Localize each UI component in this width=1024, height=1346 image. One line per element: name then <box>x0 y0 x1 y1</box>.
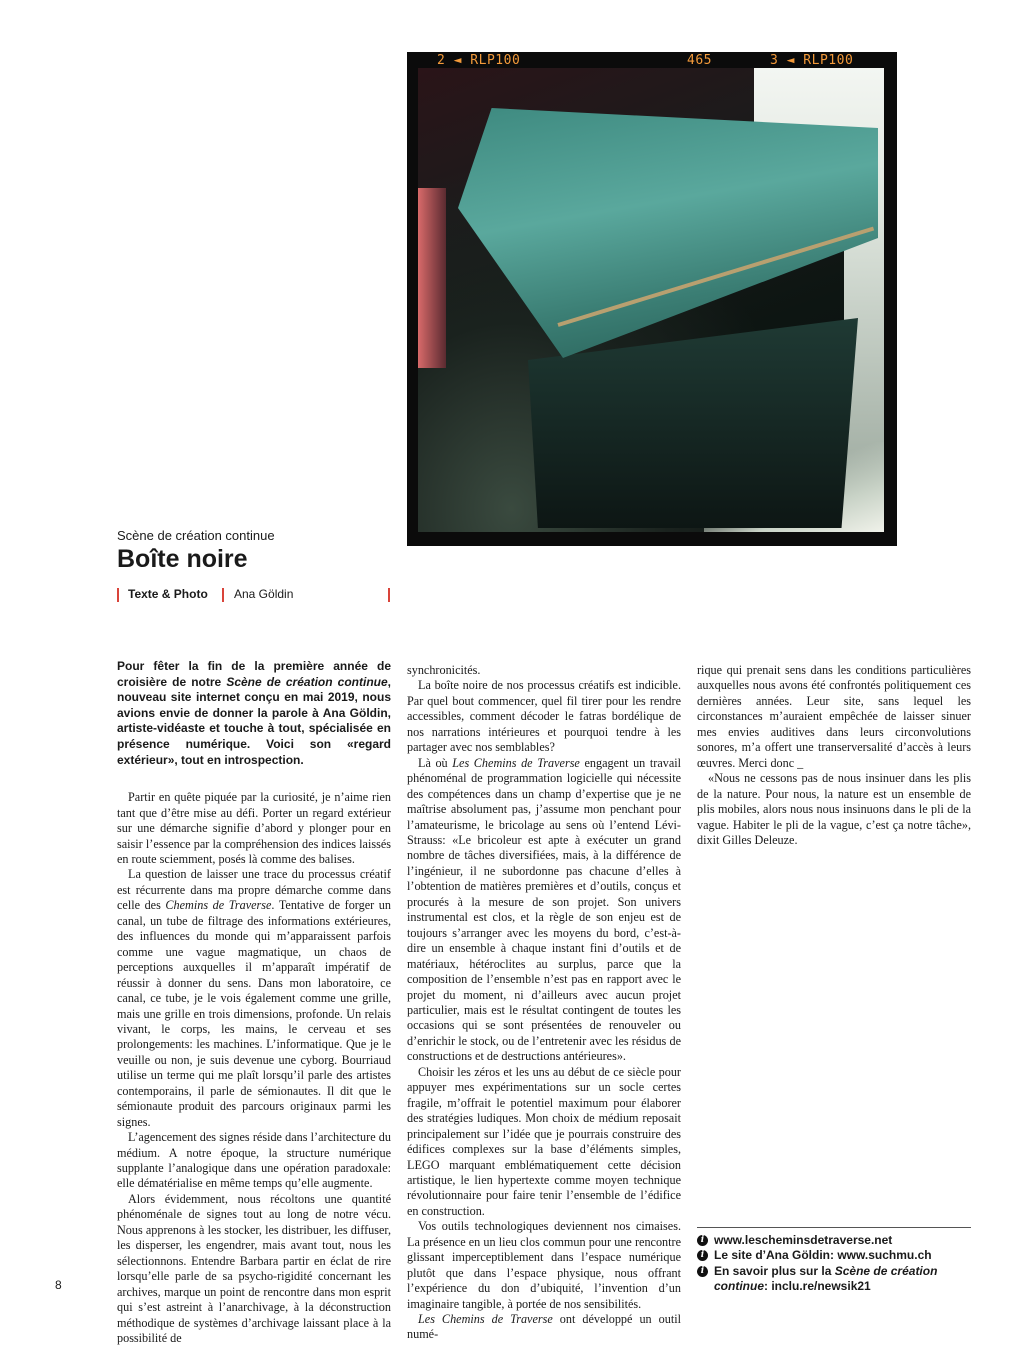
text: Là où <box>418 755 453 770</box>
info-link[interactable] <box>697 1264 971 1295</box>
section-kicker: Scène de création continue <box>117 528 275 543</box>
text: Vos outils technologiques deviennent nos cimaises. La présence en un lieu clos commun pour une rencontre glissant imperceptiblement dans l’espace numérique plutôt que dans l’espace physique, nous offrant l’expérience du don d’ubiquité, l’invention d’un imaginaire tangible, à portée de nos sensibilités. <box>407 1219 681 1311</box>
text: L’agencement des signes réside dans l’architecture du médium. A notre époque, la structure numérique supplante l’analogique dans une opération paradoxale: elle dématérialise en même temps qu’elle augmente. <box>117 1130 391 1191</box>
text: www.lescheminsdetraverse.net <box>714 1233 893 1247</box>
divider <box>222 588 224 602</box>
byline <box>117 587 392 603</box>
article-lead <box>117 659 391 768</box>
text-column-2 <box>407 663 681 1343</box>
text-column-1 <box>117 659 391 1346</box>
text: , nouveau site internet conçu en mai 2019, nous avions envie de donner la parole à Ana Göldin, artiste-vidéaste et touche à tout, spécialisée en présence numérique. Voici son «regard extérieur», tout en introspection. <box>117 674 391 767</box>
article-photo <box>407 52 897 546</box>
info-link[interactable] <box>697 1233 971 1248</box>
film-frame-label-left: 2 ◄ RLP100 <box>437 53 521 68</box>
film-frame-number: 465 <box>687 53 712 68</box>
body-paragraph <box>407 1065 681 1220</box>
italic-text: Scène de création continue <box>226 674 388 689</box>
italic-text: Chemins de Traverse <box>165 898 272 913</box>
info-icon: i <box>697 1266 708 1277</box>
text: Pour fêter la fin de la première année de croisière de notre <box>117 659 391 689</box>
body-paragraph <box>117 790 391 867</box>
body-paragraph <box>407 663 681 678</box>
text-column-3 <box>697 663 971 848</box>
body-paragraph <box>117 1192 391 1346</box>
film-frame-label-right: 3 ◄ RLP100 <box>770 53 854 68</box>
body-paragraph <box>117 1130 391 1192</box>
lead-paragraph <box>117 659 391 768</box>
article-title: Boîte noire <box>117 545 248 573</box>
body-paragraph <box>117 867 391 1130</box>
text: Partir en quête piquée par la curiosité, je n’aime rien tant que d’être mise au défi. Porter un regard extérieur sur une démarche signifie d’abord y plonger pour en saisir l’essence par la compréhension des indices laissés en route sciemment, posés là comme des balises. <box>117 790 391 866</box>
text: Choisir les zéros et les uns au début de ce siècle pour appuyer mes expérimentations sur un socle certes fragile, m’offrait le potentiel maximum pour élaborer des stratégies ludiques. Mon choix de médium reposait principalement sur l’idée que je pourrais construire des édifices complexes sur la base d’éléments simples, LEGO marquant emblématiquement cette décision artistique, le lien hypertexte comme moyen technique révolutionnaire pour faire tenir l’ensemble de l’édifice en construction. <box>407 1064 681 1218</box>
text: : inclu.re/newsik21 <box>764 1279 871 1294</box>
text: Alors évidemment, nous récoltons une quantité phénoménale de signes tout au long de notre vécu. Nous apprenons à les stocker, les distribuer, les diffuser, les disperser, les engendrer, mais avant tout, nous les sélectionnons. Entendre Barbara partir en éclat de rire lorsqu’elle parle de sa psycho-rigidité concernant les archives, marque un point de rencontre dans mon esprit qui s’est astreint à l’anarchivage, à la déconstruction méthodique de systèmes d’archivage laissant place à la possibilité de <box>117 1191 391 1346</box>
author-name: Ana Göldin <box>234 587 294 601</box>
text: La boîte noire de nos processus créatifs est indicible. Par quel bout commencer, quel fil tirer pour les rendre accessibles, comment décoder le fatras bordélique de nos narrations intérieures et pourquoi tendre à les partager avec nos semblables? <box>407 678 681 755</box>
text: «Nous ne cessons pas de nous insinuer dans les plis de la nature. Pour nous, la nature est un ensemble de plis mobiles, alors nous nous insinuons dans le pli de la vague. Habiter le pli de la vague, c’est ça notre tâche», dixit Gilles Deleuze. <box>697 771 971 847</box>
credit-label: Texte & Photo <box>128 587 208 601</box>
text: ont développé un outil numé- <box>407 1312 681 1342</box>
body-paragraph <box>407 756 681 1065</box>
body-paragraph <box>407 678 681 755</box>
text: rique qui prenait sens dans les conditions particulières auxquelles nous avons été confrontés politiquement ces dernières années. Leur site, sans lequel les circonstances m’auraient empêchée de laisser sinuer mes envies auditives dans leurs circonvolutions sonores, m’a offert une transerversalité d’accès à leurs œuvres. Merci donc _ <box>697 663 971 770</box>
info-icon: i <box>697 1235 708 1246</box>
text: En savoir plus sur la <box>714 1263 835 1278</box>
italic-text: Scène de création continue <box>714 1263 938 1294</box>
italic-text: Les Chemins de Traverse <box>452 755 580 770</box>
info-links <box>697 1227 971 1295</box>
body-paragraph <box>407 1312 681 1343</box>
body-paragraph <box>697 771 971 848</box>
text: . Tentative de forger un canal, un tube de filtrage des informations extérieures, des influences du monde qui m’apparaissent parfois comme une vague magmatique, un chaos de perceptions auxquelles il m’apparaît impératif de réussir à donner du sens. Dans mon laboratoire, ce canal, ce tube, je le vois également comme une grille, mais une grille en trois dimensions, profonde. Un relais vivant, le corps, les mains, le cerveau et ses prolongements: les machines. L’informatique. Que je le veuille ou non, je suis devenue une cyborg. Bourriaud utilise un terme qui me plaît lorsqu’il parle des artistes contemporains, il parle de sémionautes. Il dit que le sémionaute produit des parcours originaux parmi les signes. <box>117 898 391 1129</box>
text: La question de laisser une trace du processus créatif est récurrente dans ma propre démarche comme dans celle des <box>117 867 391 913</box>
text: synchronicités. <box>407 663 481 677</box>
info-link[interactable] <box>697 1248 971 1263</box>
info-icon: i <box>697 1250 708 1261</box>
divider <box>388 588 390 602</box>
black-box-image <box>418 68 884 532</box>
divider <box>117 588 119 602</box>
text: engagent un travail phénoménal de programmation logicielle qui nécessite des compétences dans un champ d’expertise que je ne maîtrise absolument pas, j’assume mon penchant pour l’amateurisme, le bricolage au sens où l’entend Lévi-Strauss: «Le bricoleur est apte à exécuter un grand nombre de tâches diversifiées, mais, à la différence de l’ingénieur, il ne subordonne pas chacune d’elles à l’obtention de matières premières et d’outils, conçus et procurés à la mesure de son projet. Son univers instrumental est clos, et la règle de son enjeu est de toujours s’arranger avec les moyens du bord, c’est-à-dire un ensemble à chaque instant fini d’outils et de matériaux, hétéroclites au surplus, parce que la composition de l’ensemble n’est pas en rapport avec le projet du moment, ni d’ailleurs avec aucun projet particulier, mais est le résultat contingent de toutes les occasions qui se sont présentées de renouveler ou d’enrichir le stock, ou de l’entretenir avec les résidus de constructions et de destructions antérieures». <box>407 755 681 1064</box>
body-paragraph <box>407 1219 681 1312</box>
italic-text: Les Chemins de Traverse <box>418 1312 553 1327</box>
body-paragraph <box>697 663 971 771</box>
text: Le site d’Ana Göldin: www.suchmu.ch <box>714 1248 932 1263</box>
page-number: 8 <box>55 1278 62 1292</box>
